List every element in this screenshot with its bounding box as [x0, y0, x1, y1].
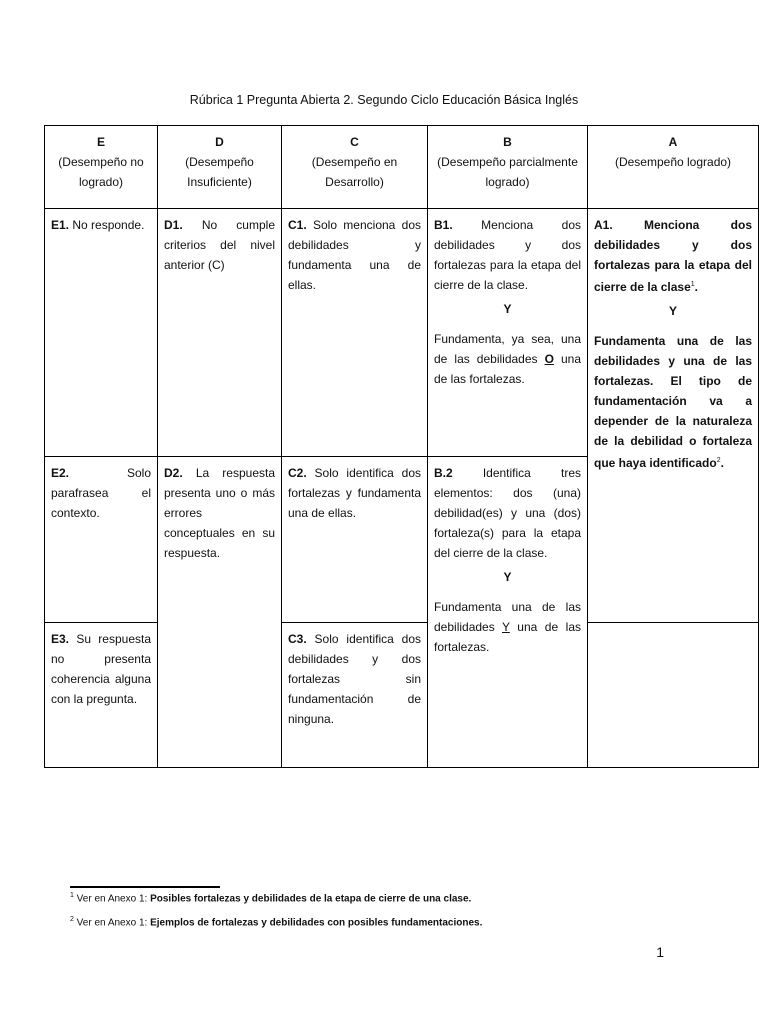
- cell-b2: [428, 457, 588, 768]
- criterion-text: Solo identifica dos fortalezas y fundamenta una de ellas.: [288, 466, 421, 520]
- criterion-text: Fundamenta una de las debilidades: [434, 600, 581, 634]
- cell-d2: [158, 457, 282, 768]
- header-cell-c: [282, 126, 428, 209]
- footnote-prefix: Ver en Anexo 1:: [73, 917, 151, 929]
- page-number: 1: [656, 944, 664, 960]
- criterion-text: La respuesta presenta uno o más errores conceptuales en su respuesta.: [164, 466, 275, 560]
- header-subtitle: (Desempeño en Desarrollo): [311, 155, 398, 189]
- criterion-code: E1.: [51, 218, 70, 232]
- criterion-code: D2.: [164, 466, 183, 480]
- footnote-divider: [70, 886, 220, 888]
- cell-b1: [428, 209, 588, 457]
- cell-d1: [158, 209, 282, 457]
- criterion-code: E2.: [51, 466, 70, 480]
- footnote-ref: 2: [716, 457, 721, 464]
- footnote-2: [70, 916, 482, 928]
- conjunction-y: Y: [503, 570, 512, 584]
- conjunction-y: Y: [668, 304, 677, 318]
- rubric-row-1: [45, 209, 759, 457]
- header-cell-b: [428, 126, 588, 209]
- criterion-text: Solo identifica dos debilidades y dos fortalezas sin fundamentación de ninguna.: [288, 632, 421, 726]
- footnote-text: Posibles fortalezas y debilidades de la etapa de cierre de una clase.: [150, 893, 472, 905]
- document-title: Rúbrica 1 Pregunta Abierta 2. Segundo Ciclo Educación Básica Inglés: [189, 93, 579, 107]
- cell-c2: [282, 457, 428, 623]
- header-letter: B: [503, 135, 512, 149]
- header-letter: D: [215, 135, 224, 149]
- footnote-ref: 1: [690, 281, 695, 288]
- emphasis-o: O: [544, 352, 554, 366]
- criterion-text: Fundamenta una de las debilidades y una de las fortalezas. El tipo de fundamentación va a depender de la naturaleza de la debilidad o fortaleza que haya identificado: [594, 334, 752, 470]
- criterion-text: Identifica tres elementos: dos (una) debilidad(es) y una (dos) fortaleza(s) para la etapa del cierre de la clase.: [434, 466, 581, 560]
- criterion-text: Su respuesta no presenta coherencia alguna con la pregunta.: [51, 632, 151, 706]
- footnote-text: Ejemplos de fortalezas y debilidades con posibles fundamentaciones.: [150, 917, 483, 929]
- criterion-code: C1.: [288, 218, 307, 232]
- footnote-1: [70, 892, 471, 904]
- header-subtitle: (Desempeño Insuficiente): [185, 155, 254, 189]
- criterion-text: No responde.: [69, 218, 145, 232]
- header-cell-a: [588, 126, 759, 209]
- criterion-text: No cumple criterios del nivel anterior (C): [164, 218, 275, 272]
- header-row: [45, 126, 759, 209]
- cell-c3: [282, 623, 428, 768]
- rubric-row-3: [45, 623, 759, 768]
- criterion-code: A1.: [594, 218, 613, 232]
- footnote-number: 1: [70, 892, 74, 899]
- cell-c1: [282, 209, 428, 457]
- header-letter: E: [96, 135, 105, 149]
- cell-e1: [45, 209, 158, 457]
- criterion-text: Solo parafrasea el contexto.: [51, 466, 151, 520]
- footnote-prefix: Ver en Anexo 1:: [73, 893, 151, 905]
- criterion-text: una de las fortalezas.: [434, 352, 581, 386]
- criterion-code: D1.: [164, 218, 183, 232]
- criterion-code: B.2: [434, 466, 453, 480]
- punctuation: .: [694, 280, 698, 294]
- emphasis-y: Y: [502, 620, 510, 634]
- header-subtitle: (Desempeño logrado): [614, 155, 732, 169]
- punctuation: .: [720, 456, 724, 470]
- footnote-number: 2: [70, 916, 74, 923]
- header-cell-e: [45, 126, 158, 209]
- cell-a1: [588, 209, 759, 623]
- criterion-code: C2.: [288, 466, 307, 480]
- header-letter: C: [350, 135, 359, 149]
- criterion-code: C3.: [288, 632, 307, 646]
- criterion-text: una de las fortalezas.: [434, 620, 581, 654]
- criterion-text: Menciona dos debilidades y dos fortalezas para la etapa del cierre de la clase: [594, 218, 752, 294]
- header-subtitle: (Desempeño parcialmente logrado): [437, 155, 578, 189]
- criterion-code: E3.: [51, 632, 70, 646]
- header-cell-d: [158, 126, 282, 209]
- criterion-text: Menciona dos debilidades y dos fortalezas para la etapa del cierre de la clase.: [434, 218, 581, 292]
- cell-e3: [45, 623, 158, 768]
- header-letter: A: [668, 135, 678, 149]
- cell-e2: [45, 457, 158, 623]
- criterion-code: B1.: [434, 218, 453, 232]
- criterion-text: Fundamenta, ya sea, una de las debilidades: [434, 332, 581, 366]
- criterion-text: Solo menciona dos debilidades y fundamenta una de ellas.: [288, 218, 421, 292]
- conjunction-y: Y: [503, 302, 512, 316]
- cell-a-empty: [588, 623, 759, 768]
- header-subtitle: (Desempeño no logrado): [58, 155, 144, 189]
- rubric-table: [44, 125, 759, 768]
